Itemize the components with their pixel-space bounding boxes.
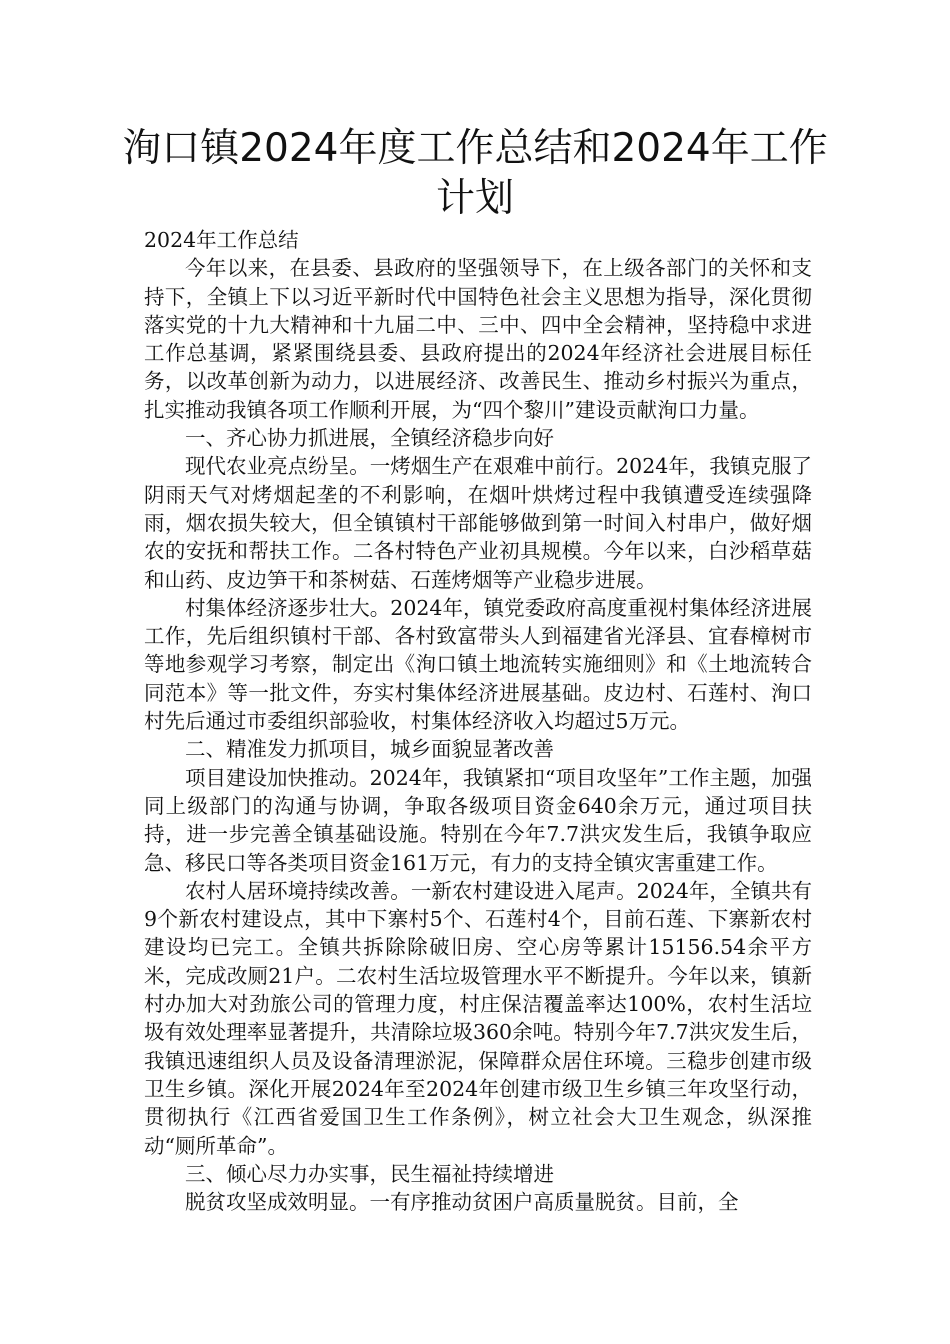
section-heading-projects: 二、精准发力抓项目，城乡面貌显著改善: [185, 737, 554, 762]
document-title: 洵口镇2024年度工作总结和2024年工作计划: [122, 126, 828, 221]
document-body: [144, 226, 812, 1216]
paragraph-poverty-alleviation: 脱贫攻坚成效明显。一有序推动贫困户高质量脱贫。目前，全: [185, 1190, 739, 1215]
intro-paragraph: 今年以来，在县委、县政府的坚强领导下，在上级各部门的关怀和支持下，全镇上下以习近平新时代中国特色社会主义思想为指导，深化贯彻落实党的十九大精神和十九届二中、三中、四中全会精神，坚持稳中求进工作总基调，紧紧围绕县委、县政府提出的2024年经济社会进展目标任务，以改革创新为动力，以进展经济、改善民生、推动乡村振兴为重点，扎实推动我镇各项工作顺利开展，为“四个黎川”建设贡献洵口力量。: [144, 256, 812, 422]
paragraph-project-construction: 项目建设加快推动。2024年，我镇紧扣“项目攻坚年”工作主题，加强同上级部门的沟通与协调，争取各级项目资金640余万元，通过项目扶持，进一步完善全镇基础设施。特别在今年7.7洪灾发生后，我镇争取应急、移民口等各类项目资金161万元，有力的支持全镇灾害重建工作。: [144, 765, 812, 875]
paragraph-collective-economy: 村集体经济逐步壮大。2024年，镇党委政府高度重视村集体经济进展工作，先后组织镇村干部、各村致富带头人到福建省光泽县、宜春樟树市等地参观学习考察，制定出《洵口镇土地流转实施细则》和《土地流转合同范本》等一批文件，夯实村集体经济进展基础。皮边村、石莲村、洵口村先后通过市委组织部验收，村集体经济收入均超过5万元。: [144, 595, 812, 734]
paragraph-living-environment: 农村人居环境持续改善。一新农村建设进入尾声。2024年，全镇共有9个新农村建设点，其中下寨村5个、石莲村4个，目前石莲、下寨新农村建设均已完工。全镇共拆除除破旧房、空心房等累计15156.54余平方米，完成改厕21户。二农村生活垃圾管理水平不断提升。今年以来，镇新村办加大对劲旅公司的管理力度，村庄保洁覆盖率达100%，农村生活垃圾有效处理率显著提升，共清除垃圾360余吨。特别今年7.7洪灾发生后，我镇迅速组织人员及设备清理淤泥，保障群众居住环境。三稳步创建市级卫生乡镇。深化开展2024年至2024年创建市级卫生乡镇三年攻坚行动，贯彻执行《江西省爱国卫生工作条例》，树立社会大卫生观念，纵深推动“厕所革命”。: [144, 878, 812, 1158]
section-heading-livelihood: 三、倾心尽力办实事，民生福祉持续增进: [185, 1161, 554, 1186]
section-heading-summary: 2024年工作总结: [144, 228, 299, 252]
section-heading-economy: 一、齐心协力抓进展，全镇经济稳步向好: [185, 426, 554, 451]
paragraph-modern-agriculture: 现代农业亮点纷呈。一烤烟生产在艰难中前行。2024年，我镇克服了阴雨天气对烤烟起垄的不利影响，在烟叶烘烤过程中我镇遭受连续强降雨，烟农损失较大，但全镇镇村干部能够做到第一时间入村串户，做好烟农的安抚和帮扶工作。二各村特色产业初具规模。今年以来，白沙稻草菇和山药、皮边笋干和茶树菇、石莲烤烟等产业稳步进展。: [144, 454, 812, 592]
